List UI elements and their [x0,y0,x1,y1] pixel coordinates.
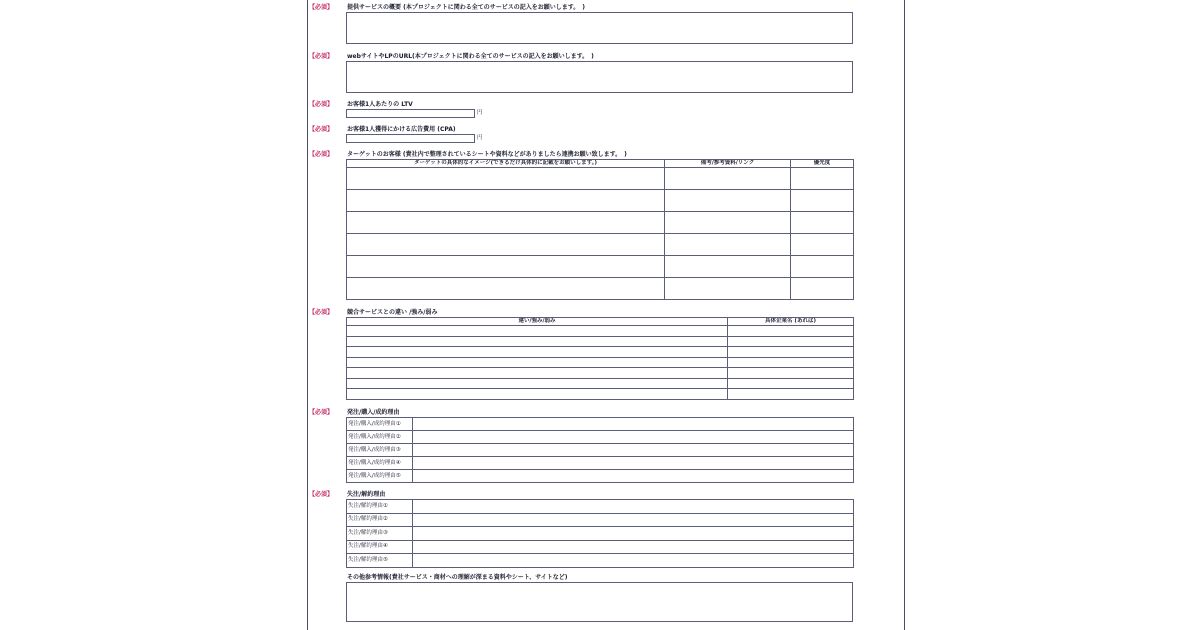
website-url-label: webサイトやLPのURL(本プロジェクトに関わる全てのサービスの記入をお願いします。 ) [347,53,594,60]
lost-reason-label: 失注/解約理由③ [347,527,413,541]
competitors-table [346,317,854,400]
order-reason-label: 発注/購入/成約理由① [347,418,413,431]
order-reasons-table [346,417,854,483]
table-cell[interactable] [791,278,854,300]
ltv-input[interactable] [346,109,475,118]
table-cell[interactable] [665,168,791,190]
required-tag: 【必須】 [309,126,334,133]
table-cell[interactable] [791,212,854,234]
order-reason-input[interactable] [413,470,854,483]
order-reason-input[interactable] [413,457,854,470]
table-cell[interactable] [347,389,728,400]
other-info-label: その他参考情報(貴社サービス・商材への理解が深まる資料やシート、サイトなど) [347,574,568,581]
table-cell[interactable] [347,368,728,379]
lost-reason-input[interactable] [413,540,854,554]
order-reason-label: 発注/購入/成約理由② [347,431,413,444]
table-cell[interactable] [347,256,665,278]
table-cell[interactable] [665,256,791,278]
order-reason-input[interactable] [413,418,854,431]
table-cell[interactable] [728,326,854,337]
order-reason-label: 発注/購入/成約理由⑤ [347,470,413,483]
lost-reason-input[interactable] [413,513,854,527]
required-tag: 【必須】 [309,491,334,498]
cpa-input[interactable] [346,134,475,143]
table-cell[interactable] [347,212,665,234]
required-tag: 【必須】 [309,53,334,60]
target-label: ターゲットのお客様 (貴社内で整理されているシートや資料などがありましたら連携お願い致します。 ) [347,151,627,158]
other-info-textarea[interactable] [346,582,853,622]
order-reason-input[interactable] [413,444,854,457]
table-cell[interactable] [665,190,791,212]
cpa-unit: 円 [477,135,483,141]
table-cell[interactable] [791,256,854,278]
table-cell[interactable] [728,378,854,389]
target-table [346,159,854,300]
table-cell[interactable] [347,347,728,358]
required-tag: 【必須】 [309,409,334,416]
order-reason-label: 発注/購入/成約理由④ [347,457,413,470]
table-cell[interactable] [728,336,854,347]
competitors-label: 競合サービスとの違い /強み/弱み [347,309,438,316]
lost-reason-input[interactable] [413,500,854,514]
table-cell[interactable] [347,336,728,347]
table-cell[interactable] [728,389,854,400]
lost-reason-label: 失注/解約理由① [347,500,413,514]
table-cell[interactable] [347,234,665,256]
table-cell[interactable] [347,278,665,300]
table-cell[interactable] [347,357,728,368]
table-cell[interactable] [728,357,854,368]
target-header-notes: 備考/参考資料/リンク [665,160,791,168]
table-cell[interactable] [347,168,665,190]
service-overview-textarea[interactable] [346,12,853,44]
table-cell[interactable] [791,168,854,190]
target-header-image: ターゲットの具体的なイメージ(できるだけ具体的に記載をお願いします。) [347,160,665,168]
required-tag: 【必須】 [309,4,334,11]
lost-reason-label: 失注/解約理由② [347,513,413,527]
ltv-label: お客様1人あたりの LTV [347,101,413,108]
sheet-right-border [904,0,905,630]
lost-reason-input[interactable] [413,527,854,541]
lost-reason-input[interactable] [413,554,854,568]
order-reason-label: 発注/購入/成約理由③ [347,444,413,457]
lost-reason-label: 失注/解約理由⑤ [347,554,413,568]
lost-reason-label: 失注/解約理由④ [347,540,413,554]
required-tag: 【必須】 [309,309,334,316]
table-cell[interactable] [791,190,854,212]
competitors-header-diff: 違い/強み/弱み [347,318,728,326]
competitors-header-company: 具体企業名 (あれば) [728,318,854,326]
required-tag: 【必須】 [309,101,334,108]
table-cell[interactable] [665,278,791,300]
order-reason-input[interactable] [413,431,854,444]
service-overview-label: 提供サービスの概要 (本プロジェクトに関わる全てのサービスの記入をお願いします。 ) [347,4,585,11]
table-cell[interactable] [728,347,854,358]
table-cell[interactable] [347,326,728,337]
table-cell[interactable] [347,378,728,389]
target-header-priority: 優先度 [791,160,854,168]
lost-reasons-label: 失注/解約理由 [347,491,386,498]
website-url-textarea[interactable] [346,61,853,93]
table-cell[interactable] [791,234,854,256]
table-cell[interactable] [665,212,791,234]
lost-reasons-table [346,499,854,568]
sheet-left-border [307,0,308,630]
table-cell[interactable] [665,234,791,256]
table-cell[interactable] [347,190,665,212]
ltv-unit: 円 [477,110,483,116]
cpa-label: お客様1人獲得にかける広告費用 (CPA) [347,126,456,133]
order-reasons-label: 発注/購入/成約理由 [347,409,400,416]
table-cell[interactable] [728,368,854,379]
required-tag: 【必須】 [309,151,334,158]
